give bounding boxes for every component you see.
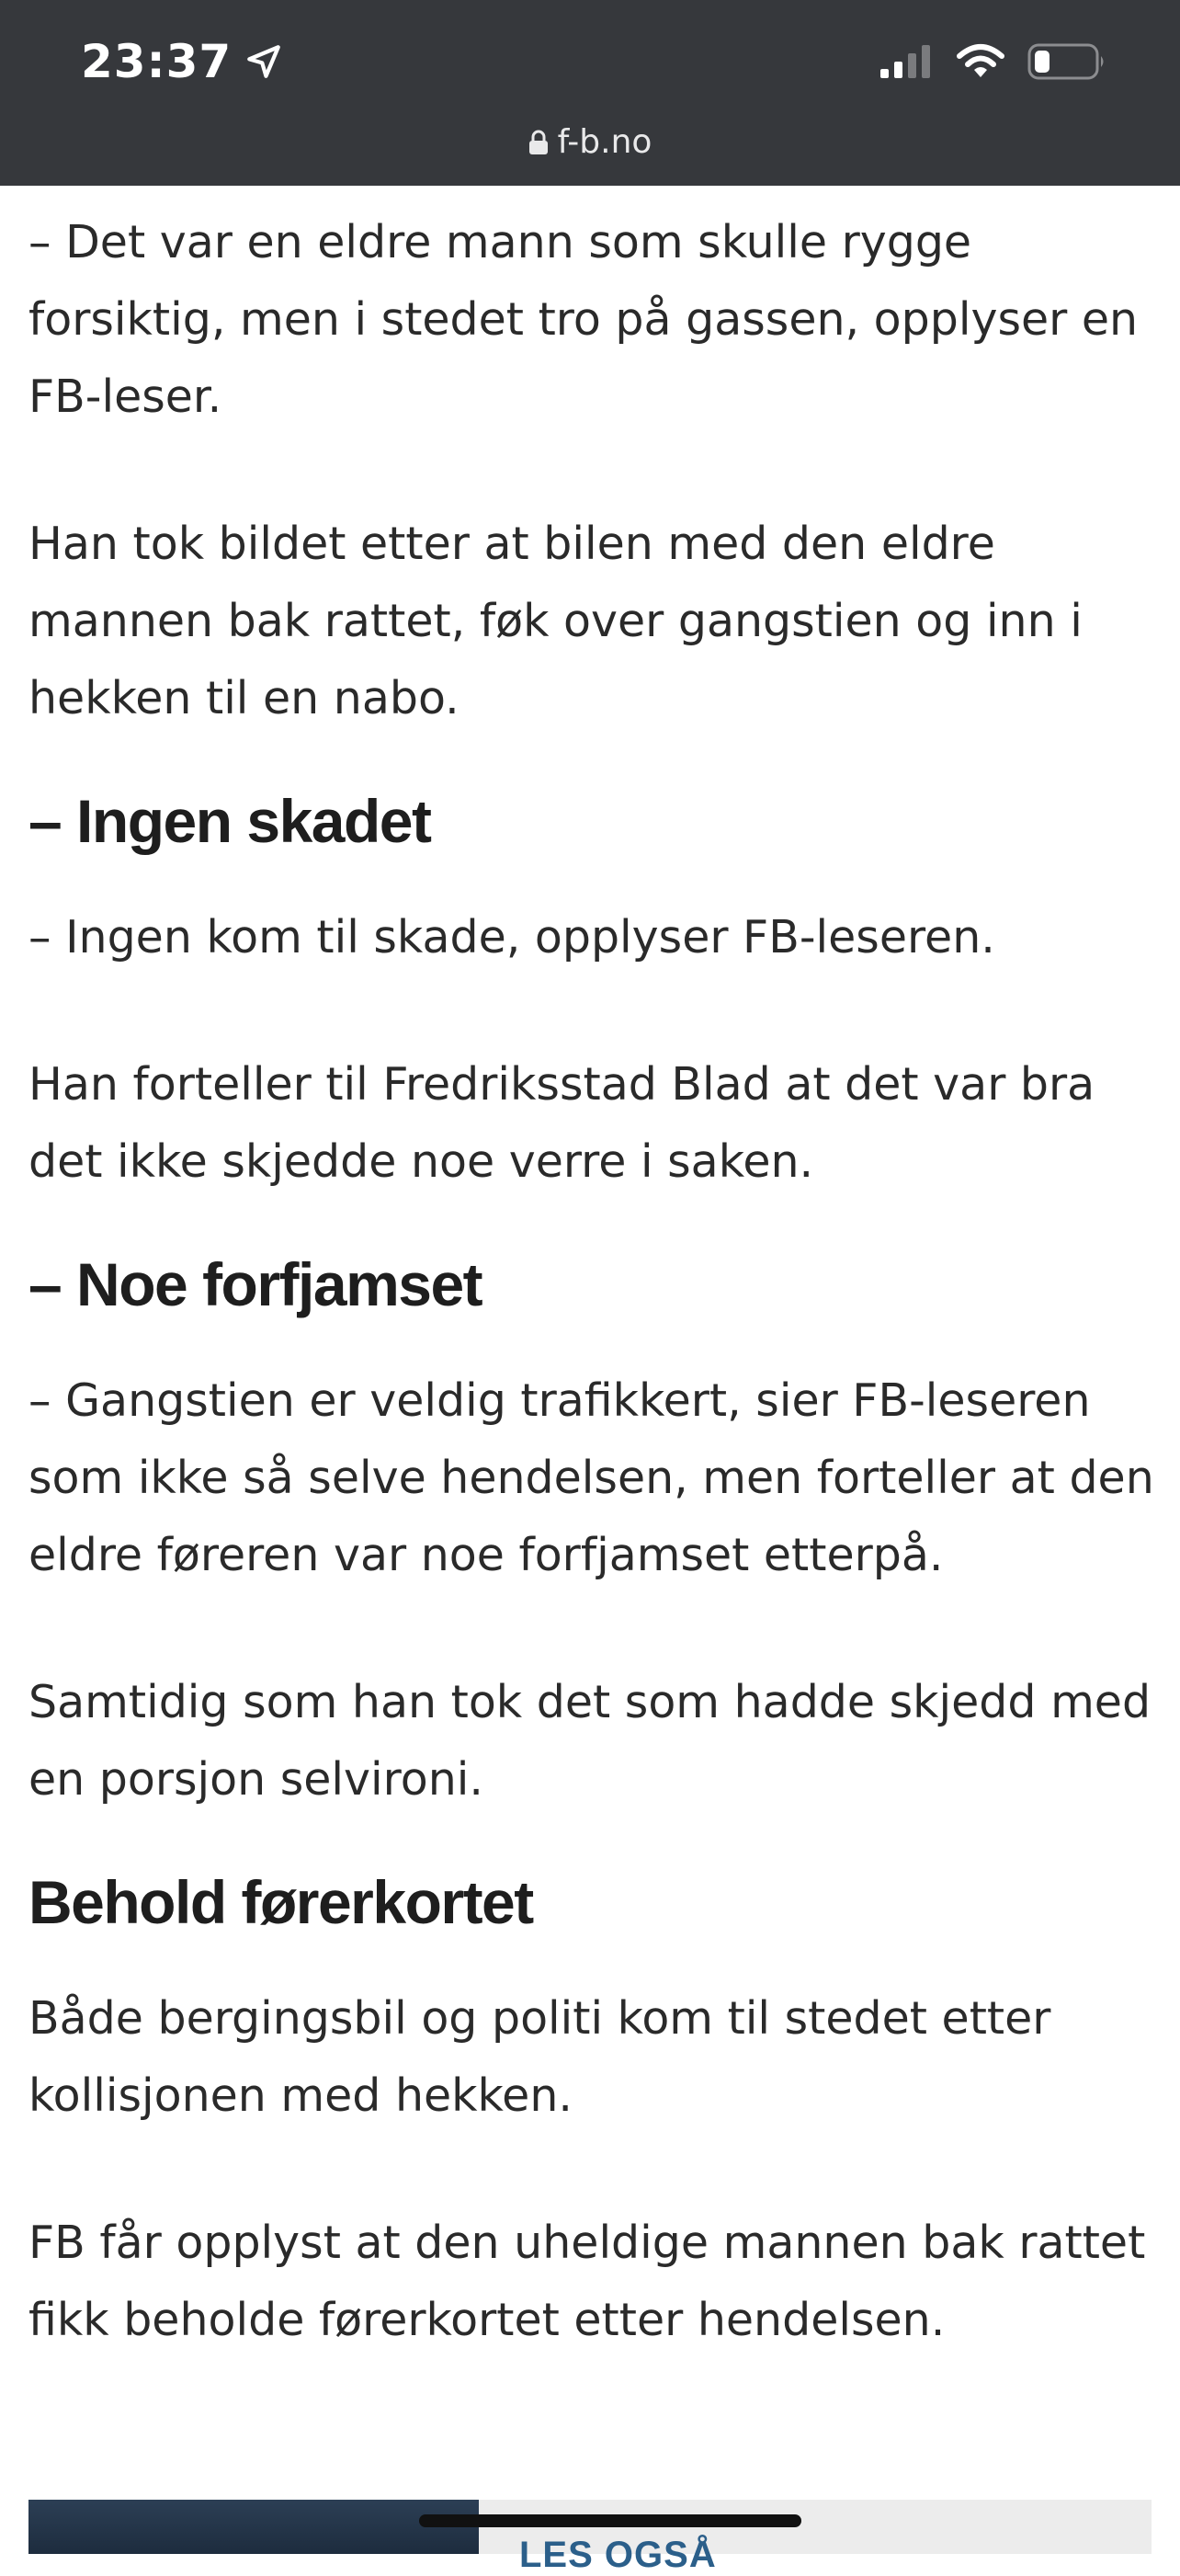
wifi-icon [956,43,1005,80]
section-heading-behold-forerkortet: Behold førerkortet [28,1868,533,1936]
status-icons [879,42,1106,81]
article-paragraph: – Gangstien er veldig trafikkert, sier FB-leseren som ikke så selve hendelsen, men forteller at den eldre føreren var noe forfjamset etterpå. [28,1374,1154,1581]
status-bar [0,0,1180,186]
article-paragraph: Han forteller til Fredriksstad Blad at det var bra det ikke skjedde noe verre i saken. [28,1058,1095,1188]
related-article-thumbnail [28,2500,479,2554]
clock-time: 23:37 [81,35,233,88]
home-indicator[interactable] [419,2514,801,2527]
article-paragraph: – Det var en eldre mann som skulle rygge forsiktig, men i stedet tro på gassen, opplyser en FB-leser. [28,216,1139,423]
lock-icon [528,130,549,155]
url-text: f-b.no [557,123,652,161]
article-paragraph: – Ingen kom til skade, opplyser FB-leseren. [28,911,995,963]
section-heading-noe-forfjamset: – Noe forfjamset [28,1250,482,1318]
url-bar[interactable] [0,123,1180,161]
article-paragraph: FB får opplyst at den uheldige mannen bak rattet fikk beholde førerkortet etter hendelsen. [28,2217,1146,2346]
battery-icon [1027,42,1106,81]
article-paragraph: Både bergingsbil og politi kom til stedet etter kollisjonen med hekken. [28,1992,1051,2122]
related-article-label: LES OGSÅ [519,2535,717,2575]
section-heading-ingen-skadet: – Ingen skadet [28,787,431,855]
location-arrow-icon [244,42,283,81]
article-body [28,186,1159,2359]
cellular-signal-icon [879,43,934,80]
article-paragraph: Samtidig som han tok det som hadde skjedd med en porsjon selvironi. [28,1676,1152,1806]
clock [81,35,283,88]
article-paragraph: Han tok bildet etter at bilen med den eldre mannen bak rattet, føk over gangstien og inn i hekken til en nabo. [28,518,1083,724]
